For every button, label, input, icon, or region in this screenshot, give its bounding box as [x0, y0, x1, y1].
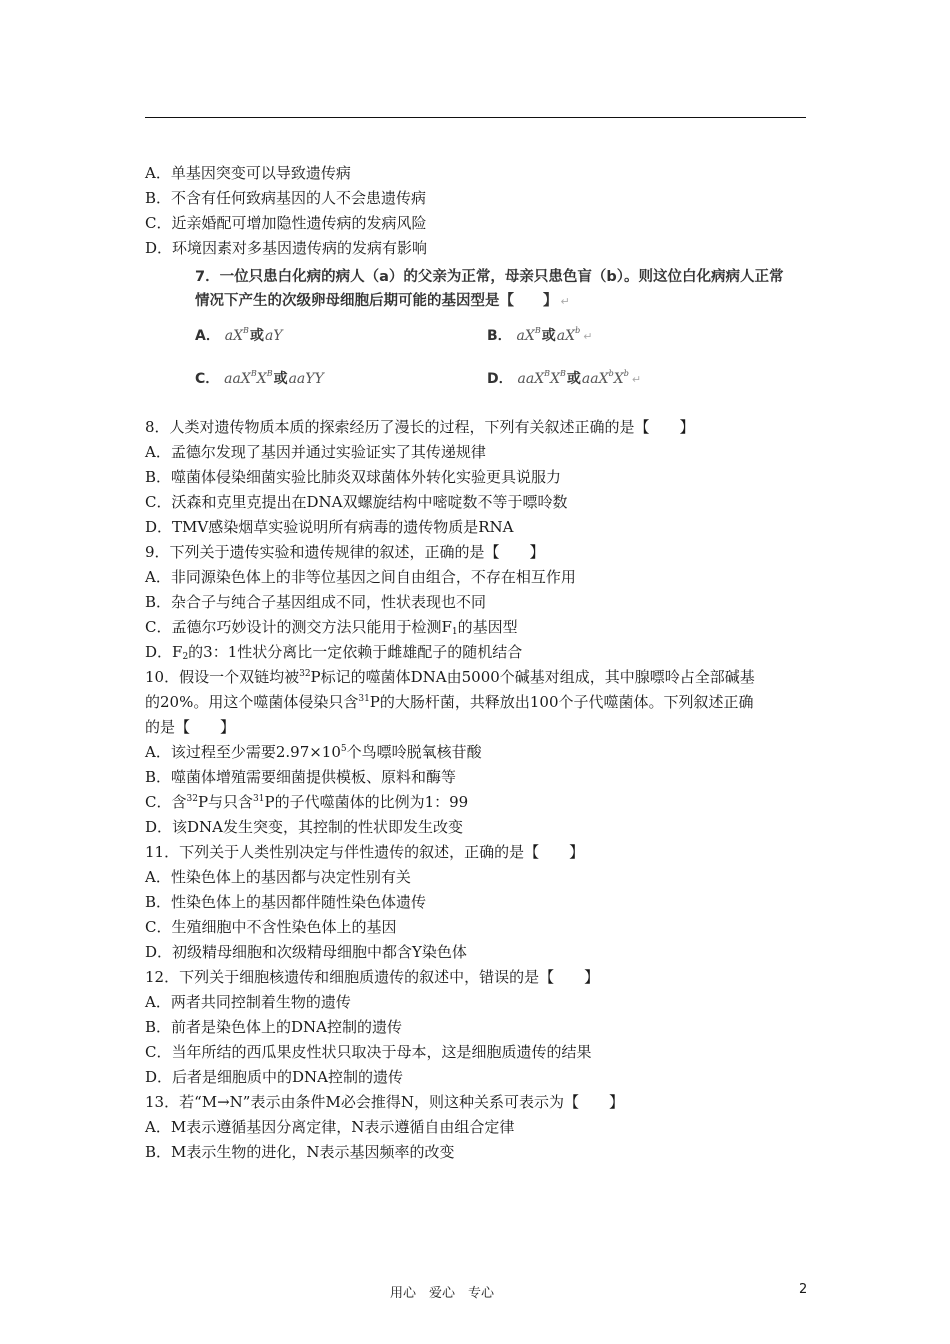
q7-a-or: 或 [249, 328, 264, 344]
q12-stem: 12．下列关于细胞核遗传和细胞质遗传的叙述中，错误的是【 】 [145, 968, 600, 986]
q7-b-right [557, 328, 580, 344]
q9-option-b: B．杂合子与纯合子基因组成不同，性状表现也不同 [145, 593, 487, 611]
q10-a-text-end: 个鸟嘌呤脱氧核苷酸 [346, 743, 482, 761]
q7-c-left-base: aaX [224, 371, 251, 387]
q7-d-right2-base: X [613, 371, 624, 387]
q7-option-b [487, 325, 592, 345]
q7-d-or: 或 [566, 371, 581, 387]
q10-option-b: B．噬菌体增殖需要细菌提供模板、原料和酶等 [145, 768, 457, 786]
q7-b-left-base: aX [516, 328, 535, 344]
q7-a-left-sup: B [243, 326, 249, 335]
page-number: 2 [799, 1282, 808, 1297]
q9-c-subscript: 1 [451, 627, 458, 637]
q7-c-or: 或 [273, 371, 288, 387]
q10-option-d: D．该DNA发生突变，其控制的性状即发生改变 [145, 818, 464, 836]
q12-option-a: A．两者共同控制着生物的遗传 [145, 993, 351, 1011]
q8-stem: 8．人类对遗传物质本质的探索经历了漫长的过程，下列有关叙述正确的是【 】 [145, 418, 695, 436]
q11-stem: 11．下列关于人类性别决定与伴性遗传的叙述，正确的是【 】 [145, 843, 585, 861]
q10-stem-line1 [145, 665, 810, 690]
q7-d-left-base: aaX [517, 371, 545, 387]
q7-b-left [517, 328, 541, 344]
q7-embedded-block [195, 265, 795, 395]
header-rule [145, 117, 806, 118]
q9-d-text: D．F [145, 643, 183, 661]
q10-l1-text-end: P标记的噬菌体DNA由5000个碱基对组成，其中腺嘌呤占全部碱基 [310, 668, 755, 686]
q9-d-text-end: 的3：1性状分离比一定依赖于雌雄配子的随机结合 [188, 643, 523, 661]
q11-option-c: C．生殖细胞中不含性染色体上的基因 [145, 918, 397, 936]
q8-option-c: C．沃森和克里克提出在DNA双螺旋结构中嘧啶数不等于嘌呤数 [145, 493, 568, 511]
q8-option-a: A．孟德尔发现了基因并通过实验证实了其传递规律 [145, 443, 486, 461]
q10-l1-superscript: 32 [299, 669, 311, 679]
q7-c-left2-sup: B [266, 369, 273, 378]
q7-stem-text: 7．一位只患白化病的病人（a）的父亲为正常，母亲只患色盲（b）。则这位白化病病人正常情况下产生的次级卵母细胞后期可能的基因型是【 】 [195, 269, 784, 309]
q7-d-right-base: aaX [581, 371, 609, 387]
q12-option-c: C．当年所结的西瓜果皮性状只取决于母本，这是细胞质遗传的结果 [145, 1043, 592, 1061]
q10-l2-text-end: P的大肠杆菌，共释放出100个子代噬菌体。下列叙述正确 [369, 693, 754, 711]
q7-d-right-sup: b [608, 369, 614, 378]
q8-option-d: D．TMV感染烟草实验说明所有病毒的遗传物质是RNA [145, 518, 514, 536]
q13-option-a: A．M表示遵循基因分离定律，N表示遵循自由组合定律 [145, 1118, 515, 1136]
q7-a-left [225, 328, 249, 344]
q13-option-b: B．M表示生物的进化，N表示基因频率的改变 [145, 1143, 455, 1161]
q10-l2-superscript: 31 [358, 694, 370, 704]
q7-a-left-base: aX [224, 328, 244, 344]
q7-b-right-base: aX [556, 328, 576, 344]
q7-d-left-sup: B [544, 369, 551, 378]
q7-d-right2-sup: b [623, 369, 629, 378]
q7-option-c [195, 368, 324, 388]
q9-option-d [145, 640, 810, 665]
q9-c-text: C．孟德尔巧妙设计的测交方法只能用于检测F [145, 618, 452, 636]
q11-option-b: B．性染色体上的基因都伴随性染色体遗传 [145, 893, 427, 911]
q10-l2-text: 的20%。用这个噬菌体侵染只含 [145, 693, 359, 711]
q7-b-or: 或 [541, 328, 556, 344]
q7-a-letter: A． [195, 328, 220, 344]
q10-c-superscript-1: 32 [186, 794, 198, 804]
q7-c-letter: C． [195, 371, 220, 387]
q10-c-text-mid: P与只含 [197, 793, 254, 811]
q13-stem: 13．若“M→N”表示由条件M必会推得N，则这种关系可表示为【 】 [145, 1093, 624, 1111]
q10-stem-line3: 的是【 】 [145, 718, 236, 736]
q11-option-a: A．性染色体上的基因都与决定性别有关 [145, 868, 411, 886]
q6-option-a: A．单基因突变可以导致遗传病 [145, 164, 351, 182]
q10-c-text: C．含 [145, 793, 187, 811]
q11-option-d: D．初级精母细胞和次级精母细胞中都含Y染色体 [145, 943, 467, 961]
q10-option-a [145, 740, 810, 765]
q10-c-text-end: P的子代噬菌体的比例为1：99 [264, 793, 469, 811]
q7-option-d [487, 368, 641, 388]
return-mark-icon: ↵ [631, 373, 642, 386]
q8-option-b: B．噬菌体侵染细菌实验比肺炎双球菌体外转化实验更具说服力 [145, 468, 562, 486]
q9-option-a: A．非同源染色体上的非等位基因之间自由组合，不存在相互作用 [145, 568, 576, 586]
q10-a-text: A．该过程至少需要2.97×10 [145, 743, 341, 761]
return-mark-icon: ↵ [560, 295, 570, 308]
q6-option-d: D．环境因素对多基因遗传病的发病有影响 [145, 239, 428, 257]
page-footer [0, 1282, 950, 1302]
q7-c-left [224, 371, 272, 387]
q7-d-left2-sup: B [560, 369, 566, 378]
q7-a-right: aY [264, 328, 283, 344]
q7-d-left [518, 371, 566, 387]
q6-option-b: B．不含有任何致病基因的人不会患遗传病 [145, 189, 427, 207]
q6-option-c: C．近亲婚配可增加隐性遗传病的发病风险 [145, 214, 427, 232]
q10-option-c [145, 790, 810, 815]
q7-d-left2-base: X [550, 371, 561, 387]
q7-c-right: aaYY [288, 371, 324, 387]
q9-d-subscript: 2 [182, 652, 189, 662]
q9-c-text-end: 的基因型 [457, 618, 518, 636]
q12-option-b: B．前者是染色体上的DNA控制的遗传 [145, 1018, 403, 1036]
q7-option-a [195, 325, 283, 345]
q10-c-superscript-2: 31 [253, 794, 265, 804]
q9-stem: 9．下列关于遗传实验和遗传规律的叙述，正确的是【 】 [145, 543, 545, 561]
q7-stem [195, 265, 795, 314]
q7-b-right-sup: b [575, 326, 581, 335]
q10-l1-text: 10．假设一个双链均被 [145, 668, 300, 686]
q7-c-left-sup: B [250, 369, 257, 378]
q7-b-left-sup: B [534, 326, 541, 335]
q7-b-letter: B． [487, 328, 512, 344]
return-mark-icon: ↵ [583, 330, 593, 343]
footer-motto: 用心 爱心 专心 [390, 1286, 495, 1301]
q9-option-c [145, 615, 810, 640]
q10-stem-line2 [145, 690, 810, 715]
q10-a-superscript: 5 [340, 744, 347, 754]
q7-d-letter: D． [487, 371, 513, 387]
q7-c-left2-base: X [256, 371, 267, 387]
q12-option-d: D．后者是细胞质中的DNA控制的遗传 [145, 1068, 404, 1086]
q7-d-right [582, 371, 629, 387]
